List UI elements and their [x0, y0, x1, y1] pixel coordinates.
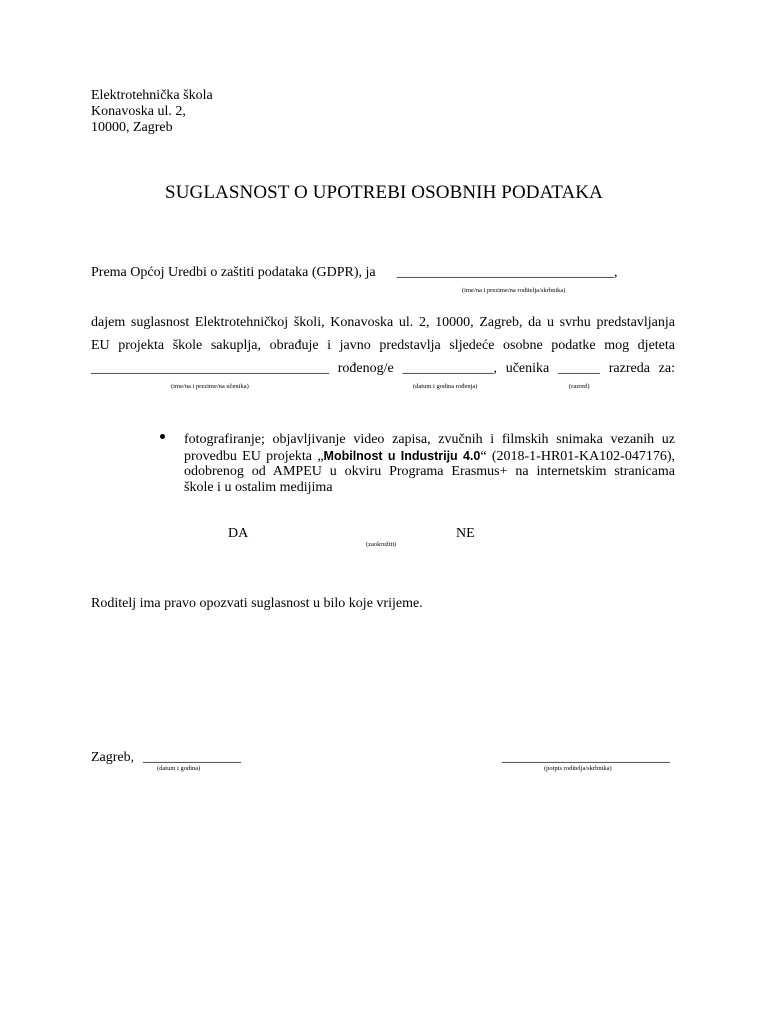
- circle-caption: (zaokružiti): [366, 541, 397, 548]
- bullet-line-1: fotografiranje; objavljivanje video zapisa, zvučnih i filmskih snimaka vezanih uz: [184, 432, 675, 447]
- parent-name-caption: (ime/na i prezime/na roditelja/skrbnika): [462, 287, 566, 294]
- bullet-line-2-end: “ (2018-1-HR01-KA102-047176),: [480, 449, 676, 464]
- bullet-line-4: škole i u ostalim medijima: [184, 480, 333, 495]
- bullet-icon: [160, 434, 165, 439]
- consent-line-2: EU projekta škole sakuplja, obrađuje i javno predstavlja sljedeće osobne podatke mog djeteta: [91, 338, 675, 353]
- project-name: Mobilnost u Industriju 4.0: [323, 449, 481, 463]
- place-label: Zagreb,: [91, 750, 135, 765]
- option-yes[interactable]: DA: [228, 526, 249, 541]
- class-caption: (razred): [569, 383, 590, 390]
- intro-text: Prema Općoj Uredbi o zaštiti podataka (GDPR), ja: [91, 265, 376, 280]
- option-no[interactable]: NE: [456, 526, 475, 541]
- parent-name-field[interactable]: _______________________________,: [397, 265, 618, 280]
- consent-line-1: dajem suglasnost Elektrotehničkoj školi, Konavoska ul. 2, 10000, Zagreb, da u svrhu predstavljanja: [91, 315, 675, 330]
- bullet-line-3: odobrenog od AMPEU u okviru Programa Erasmus+ na internetskim stranicama: [184, 464, 675, 479]
- date-field[interactable]: ______________: [143, 750, 241, 765]
- school-name: Elektrotehnička škola: [91, 88, 213, 103]
- student-name-caption: (ime/na i prezime/na učenika): [171, 383, 249, 390]
- signature-field[interactable]: ________________________: [502, 750, 670, 765]
- document-title: SUGLASNOST O UPOTREBI OSOBNIH PODATAKA: [165, 182, 603, 203]
- consent-line-3[interactable]: __________________________________ rođenog/e _____________, učenika ______ razreda za:: [91, 361, 675, 376]
- signature-caption: (potpis roditelja/skrbnika): [544, 765, 612, 772]
- bullet-line-2-start: provedbu EU projekta „: [184, 449, 324, 464]
- date-caption: (datum i godina): [157, 765, 201, 772]
- birth-date-caption: (datum i godina rođenja): [413, 383, 478, 390]
- school-street: Konavoska ul. 2,: [91, 104, 186, 119]
- revocation-text: Roditelj ima pravo opozvati suglasnost u bilo koje vrijeme.: [91, 596, 423, 611]
- school-city: 10000, Zagreb: [91, 120, 173, 135]
- bullet-line-2: [184, 448, 675, 465]
